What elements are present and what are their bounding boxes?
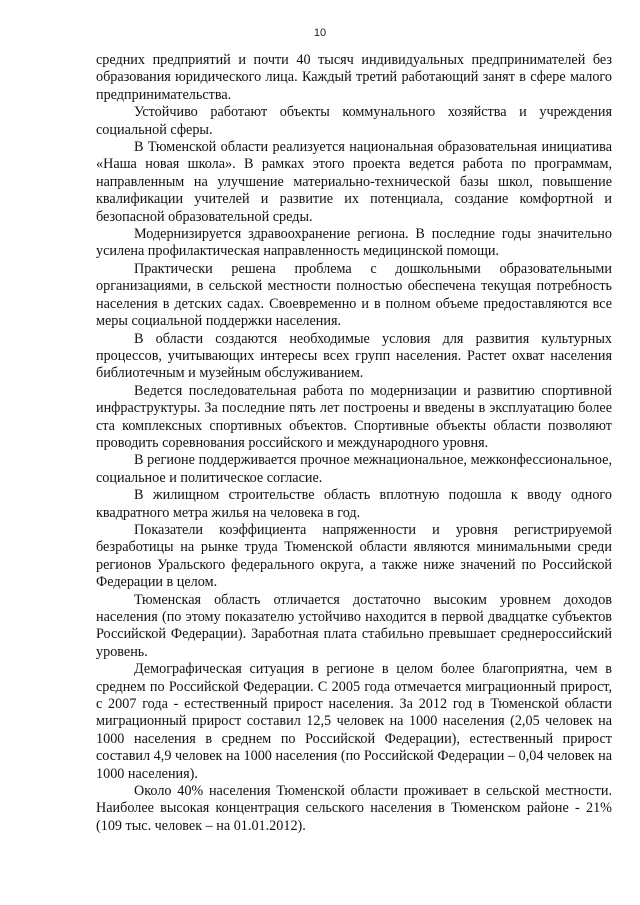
paragraph-8: В регионе поддерживается прочное межнациональное, межконфессиональное, социальное и политическое согласие. xyxy=(96,452,612,486)
paragraph-3: В Тюменской области реализуется национальная образовательная инициатива «Наша новая школа». В рамках этого проекта ведется работа по программам, направленным на улучшение материально-технической базы школ, повышение квалификации учителей и развитие их потенциала, создание комфортной и безопасной образовательной среды. xyxy=(96,139,612,225)
paragraph-7: Ведется последовательная работа по модернизации и развитию спортивной инфраструктуры. За последние пять лет построены и введены в эксплуатацию более ста комплексных спортивных объектов. Спортивные объекты области позволяют проводить соревнования российского и международного уровня. xyxy=(96,382,612,451)
paragraph-10: Показатели коэффициента напряженности и уровня регистрируемой безработицы на рынке труда Тюменской области являются минимальными среди регионов Уральского федерального округа, а также ниже значений по Российской Федерации в целом. xyxy=(96,521,612,591)
paragraph-11: Тюменская область отличается достаточно высоким уровнем доходов населения (по этому показателю устойчиво находится в первой двадцатке субъектов Российской Федерации). Заработная плата стабильно превышает среднероссийский уровень. xyxy=(96,591,612,660)
page-number: 10 xyxy=(313,27,327,39)
paragraph-9: В жилищном строительстве область вплотную подошла к вводу одного квадратного метра жилья на человека в год. xyxy=(96,487,612,521)
paragraph-1: средних предприятий и почти 40 тысяч индивидуальных предпринимателей без образования юридического лица. Каждый третий работающий занят в сфере малого предпринимательства. xyxy=(96,52,612,103)
paragraph-13: Около 40% населения Тюменской области проживает в сельской местности. Наиболее высокая концентрация сельского населения в Тюменском районе - 21% (109 тыс. человек – на 01.01.2012). xyxy=(96,783,612,834)
paragraph-12: Демографическая ситуация в регионе в целом более благоприятна, чем в среднем по Российской Федерации. С 2005 года отмечается миграционный прирост, с 2007 года - естественный прирост населения. За 2012 год в Тюменской области миграционный прирост составил 12,5 человек на 1000 населения (2,05 человек на 1000 населения в среднем по Российской Федерации), естественный прирост составил 4,9 человек на 1000 населения (по Российской Федерации – 0,04 человек на 1000 населения). xyxy=(96,661,612,782)
paragraph-5: Практически решена проблема с дошкольными образовательными организациями, в сельской местности полностью обеспечена текущая потребность населения в детских садах. Своевременно и в полном объеме предоставляются все меры социальной поддержки населения. xyxy=(96,260,612,330)
paragraph-6: В области создаются необходимые условия для развития культурных процессов, учитывающих интересы всех групп населения. Растет охват населения библиотечным и музейным обслуживанием. xyxy=(96,330,612,382)
document-body xyxy=(96,52,612,835)
paragraph-4: Модернизируется здравоохранение региона. В последние годы значительно усилена профилактическая направленность медицинской помощи. xyxy=(96,226,612,260)
paragraph-2: Устойчиво работают объекты коммунального хозяйства и учреждения социальной сферы. xyxy=(96,104,612,138)
